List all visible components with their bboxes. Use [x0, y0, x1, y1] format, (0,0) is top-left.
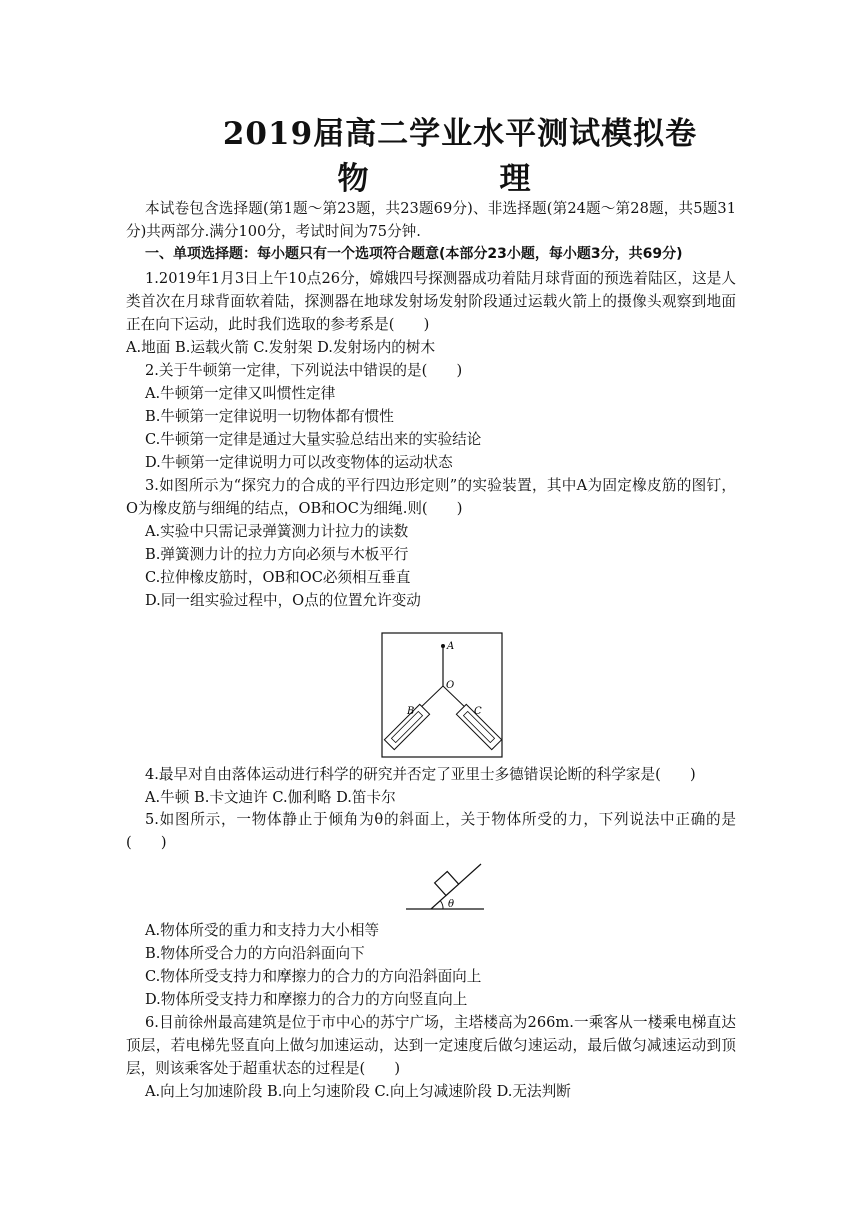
question-5-option-b: B.物体所受合力的方向沿斜面向下 — [145, 945, 365, 962]
question-2-option-a: A.牛顿第一定律又叫惯性定律 — [145, 385, 336, 402]
question-5-option-c: C.物体所受支持力和摩擦力的合力的方向沿斜面向上 — [145, 968, 482, 985]
question-3-stem: 3.如图所示为“探究力的合成的平行四边形定则”的实验装置，其中A为固定橡皮筋的图钉，O为橡皮筋与细绳的结点，OB和OC为细绳.则( ) — [126, 477, 736, 518]
question-4-options: A.牛顿 B.卡文迪许 C.伽利略 D.笛卡尔 — [145, 789, 396, 806]
question-6-stem: 6.目前徐州最高建筑是位于市中心的苏宁广场，主塔楼高为266m.一乘客从一楼乘电梯直达顶层，若电梯先竖直向上做匀加速运动，达到一定速度后做匀速运动，最后做匀减速运动到顶层，则该乘客处于超重状态的过程是( ) — [126, 1014, 736, 1078]
question-2-option-c: C.牛顿第一定律是通过大量实验总结出来的实验结论 — [145, 431, 482, 448]
question-2-option-b: B.牛顿第一定律说明一切物体都有惯性 — [145, 408, 394, 425]
question-4-stem: 4.最早对自由落体运动进行科学的研究并否定了亚里士多德错误论断的科学家是( ) — [145, 766, 696, 783]
question-1-stem: 1.2019年1月3日上午10点26分，嫦娥四号探测器成功着陆月球背面的预选着陆区，这是人类首次在月球背面软着陆，探测器在地球发射场发射阶段通过运载火箭上的摄像头观察到地面正在向下运动，此时我们选取的参考系是( ) — [126, 270, 736, 334]
section-heading: 一、单项选择题：每小题只有一个选项符合题意(本部分23小题，每小题3分，共69分) — [145, 246, 683, 262]
question-3-option-a: A.实验中只需记录弹簧测力计拉力的读数 — [145, 523, 409, 540]
question-5-option-d: D.物体所受支持力和摩擦力的合力的方向竖直向上 — [145, 991, 468, 1008]
question-5-stem: 5.如图所示，一物体静止于倾角为θ的斜面上，关于物体所受的力，下列说法中正确的是( ) — [126, 811, 736, 852]
question-5-option-a: A.物体所受的重力和支持力大小相等 — [145, 922, 380, 939]
question-2-option-d: D.牛顿第一定律说明力可以改变物体的运动状态 — [145, 454, 453, 471]
label-theta: θ — [448, 899, 455, 910]
intro-text: 本试卷包含选择题(第1题～第23题，共23题69分)、非选择题(第24题～第28题，共5题31分)共两部分.满分100分，考试时间为75分钟. — [126, 200, 736, 241]
question-2-stem: 2.关于牛顿第一定律，下列说法中错误的是( ) — [145, 362, 463, 379]
question-3-option-b: B.弹簧测力计的拉力方向必须与木板平行 — [145, 546, 409, 563]
incline-figure — [404, 858, 486, 912]
block-icon — [435, 871, 459, 895]
label-o: O — [446, 680, 455, 691]
label-a: A — [447, 641, 455, 652]
label-c: C — [474, 706, 482, 717]
exam-title: 2019届高二学业水平测试模拟卷 — [222, 116, 698, 152]
label-b: B — [407, 706, 415, 717]
question-3-option-c: C.拉伸橡皮筋时，OB和OC必须相互垂直 — [145, 569, 411, 586]
force-experiment-figure — [381, 632, 503, 758]
question-1-options: A.地面 B.运载火箭 C.发射架 D.发射场内的树木 — [126, 339, 436, 356]
question-3-option-d: D.同一组实验过程中，O点的位置允许变动 — [145, 592, 421, 609]
question-6-options: A.向上匀加速阶段 B.向上匀速阶段 C.向上匀减速阶段 D.无法判断 — [145, 1083, 571, 1100]
subject-title: 物 理 — [337, 161, 581, 197]
